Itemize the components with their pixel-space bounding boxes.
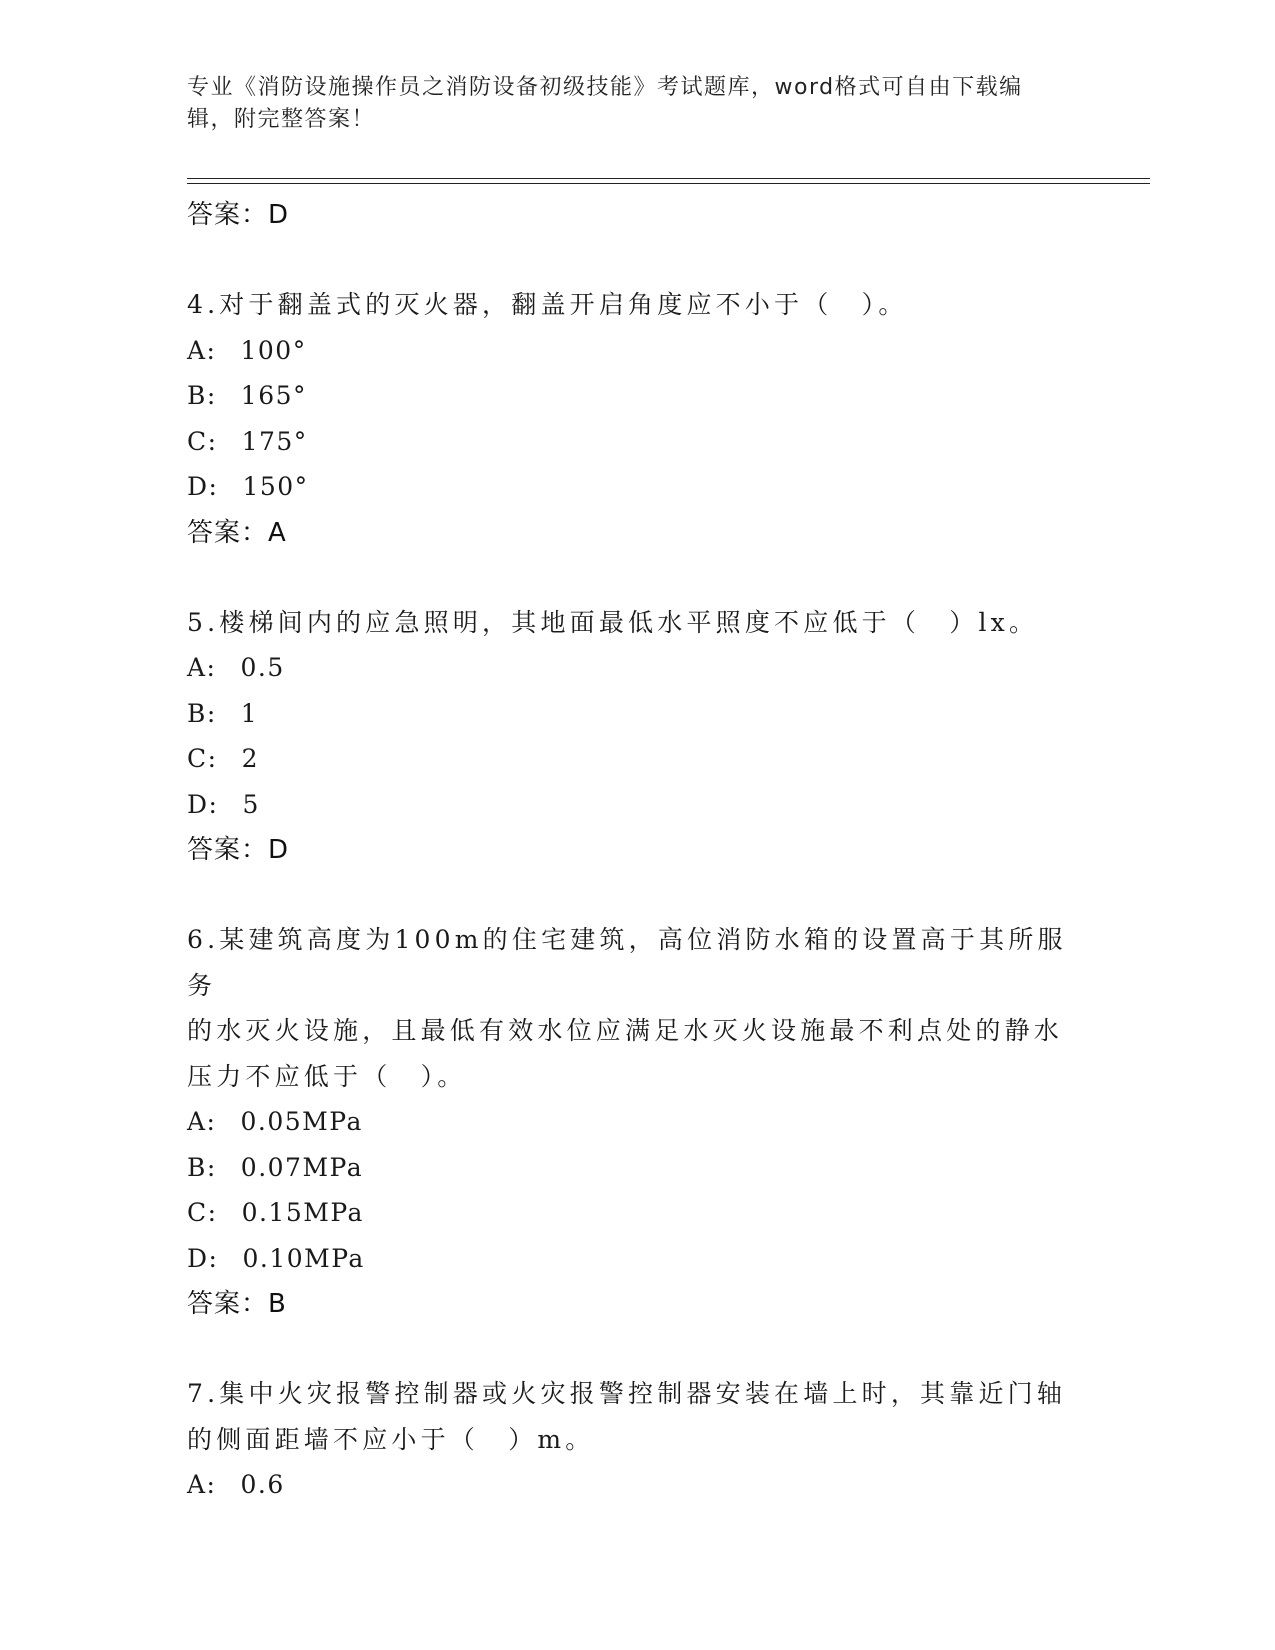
option-text: 1 xyxy=(240,698,259,728)
question-stem-line: 压力不应低于（ ）。 xyxy=(187,1061,467,1091)
option-letter: B: xyxy=(187,698,217,728)
header-rule-top xyxy=(187,178,1150,179)
option-text: 100° xyxy=(240,335,307,365)
header-line-2: 辑，附完整答案！ xyxy=(187,107,376,132)
option-text: 0.6 xyxy=(240,1470,285,1499)
option-letter: C: xyxy=(187,1198,218,1227)
answer-option xyxy=(187,373,1087,419)
option-text: 165° xyxy=(240,381,308,410)
answer-option xyxy=(187,1462,1087,1508)
question-answer: 答案：A xyxy=(187,517,287,548)
header-line-1: 专业《消防设施操作员之消防设备初级技能》考试题库，word格式可自由下载编 xyxy=(187,75,1023,100)
question-stem-line: 的水灭火设施，且最低有效水位应满足水灭火设施最不利点处的静水 xyxy=(187,1016,1064,1045)
question-stem xyxy=(187,917,1087,1099)
option-text: 5 xyxy=(242,789,260,819)
option-letter: C: xyxy=(187,426,218,456)
option-text: 150° xyxy=(242,472,309,501)
answer-option xyxy=(187,782,1087,828)
answer-option xyxy=(187,1145,1087,1191)
question-block xyxy=(187,917,1087,1327)
answer-option xyxy=(187,645,1087,691)
option-letter: A: xyxy=(187,653,217,682)
option-text: 0.05MPa xyxy=(240,1107,363,1136)
question-stem-line: 7.集中火灾报警控制器或火灾报警控制器安装在墙上时，其靠近门轴 xyxy=(187,1379,1067,1408)
document-header xyxy=(187,72,1067,136)
answer-option xyxy=(187,1236,1087,1282)
answer-option xyxy=(187,419,1087,465)
option-letter: D: xyxy=(187,789,219,819)
question-block xyxy=(187,282,1087,556)
question-answer: 答案：B xyxy=(187,1289,287,1319)
question-stem-line: 4.对于翻盖式的灭火器，翻盖开启角度应不小于（ ）。 xyxy=(187,290,908,319)
question-block xyxy=(187,1371,1087,1508)
option-letter: A: xyxy=(187,335,217,365)
answer-option xyxy=(187,328,1087,374)
question-stem xyxy=(187,600,1087,646)
previous-answer: 答案：D xyxy=(187,200,290,230)
option-letter: C: xyxy=(187,744,218,773)
answer-option xyxy=(187,1190,1087,1236)
question-block xyxy=(187,600,1087,874)
question-stem-line: 5.楼梯间内的应急照明，其地面最低水平照度不应低于（ ）lx。 xyxy=(187,607,1039,637)
option-text: 0.5 xyxy=(240,653,285,682)
option-text: 2 xyxy=(241,744,259,773)
question-list xyxy=(187,192,1087,1508)
question-answer: 答案：D xyxy=(187,835,290,865)
header-rule-bottom xyxy=(187,183,1150,184)
option-letter: A: xyxy=(187,1470,217,1499)
option-text: 0.15MPa xyxy=(241,1198,364,1227)
option-letter: B: xyxy=(187,1152,217,1182)
option-letter: B: xyxy=(187,381,217,410)
question-stem-line: 6.某建筑高度为100m的住宅建筑，高位消防水箱的设置高于其所服务 xyxy=(187,925,1067,1000)
option-text: 0.07MPa xyxy=(240,1152,364,1182)
option-letter: D: xyxy=(187,472,219,501)
option-letter: A: xyxy=(187,1107,217,1136)
option-text: 0.10MPa xyxy=(242,1243,365,1273)
question-stem xyxy=(187,1371,1087,1462)
question-stem-line: 的侧面距墙不应小于（ ）m。 xyxy=(187,1424,595,1454)
option-letter: D: xyxy=(187,1243,219,1273)
answer-option xyxy=(187,736,1087,782)
option-text: 175° xyxy=(241,426,308,456)
answer-option xyxy=(187,464,1087,510)
answer-option xyxy=(187,1099,1087,1145)
question-stem xyxy=(187,282,1087,328)
questions-container xyxy=(187,282,1087,1508)
answer-option xyxy=(187,691,1087,737)
